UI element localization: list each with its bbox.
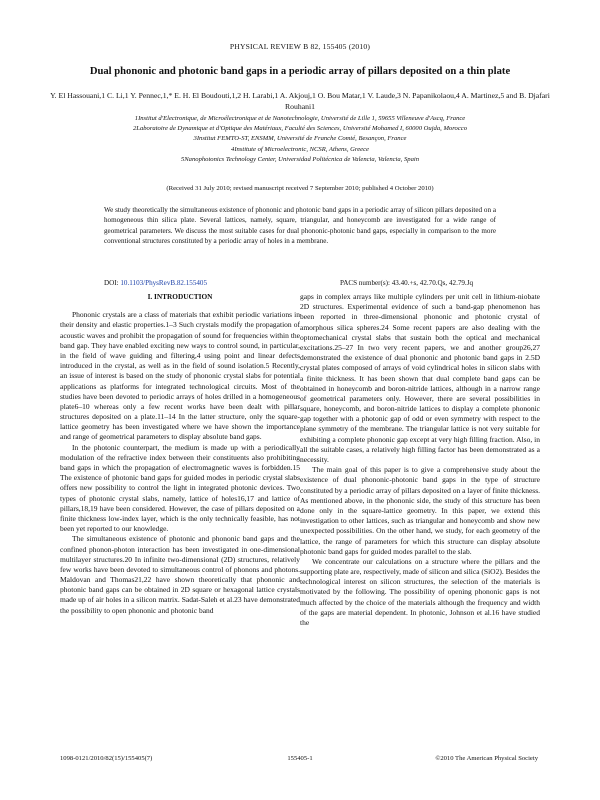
body-paragraph: The main goal of this paper is to give a comprehensive study about the existence of dual phononic-photonic band gaps in the type of structure constituted by a periodic array of pillars deposited on a layer of finite thickness. As mentioned above, in the phononic side, the study of this structure has been done only in the square-lattice geometry. In this paper, we extend this investigation to other lattices, such as triangular and honeycomb and show new unexpected possibilities. On the other hand, we study, for each geometry of the lattice, the range of parameters for which this structure can display absolute photonic band gaps for guided modes parallel to the slab.: [300, 465, 540, 556]
abstract: We study theoretically the simultaneous existence of phononic and photonic band gaps in a periodic array of silicon pillars deposited on a homogeneous thin silica plate. Several lattices, namely, square, triangular, and honeycomb are investigated for a wide range of geometrical parameters. We discuss the most suitable cases for dual phononic-photonic band gaps, especially in comparison to the more conventional structures constituted by a periodic array of holes in a membrane.: [104, 206, 496, 246]
body-paragraph: In the photonic counterpart, the medium is made up with a periodically modulation of the refractive index between their constituents also prohibiting band gaps in which the propagation of electromagnetic waves is forbidden.15 The existence of photonic band gaps for guided modes in periodic crystal slabs offers new possibility to control the light in integrated photonic devices. Two types of photonic crystal slabs, namely, lattice of holes16,17 and lattice of pillars,18,19 have been considered. However, the case of pillars deposited on a finite thickness low-index layer, which is the only technically feasible, has not been yet reported to our knowledge.: [60, 442, 300, 534]
left-column: [60, 292, 300, 616]
footer-issn: 1098-0121/2010/82(15)/155405(7): [60, 755, 153, 762]
section-heading: I. INTRODUCTION: [147, 292, 213, 301]
journal-header: PHYSICAL REVIEW B 82, 155405 (2010): [229, 42, 371, 51]
paper-title: Dual phononic and photonic band gaps in a periodic array of pillars deposited on a thin plate: [89, 66, 511, 77]
affiliation-line: 4Institute of Microelectronic, NCSR, Athens, Greece: [231, 145, 369, 153]
received-dates: (Received 31 July 2010; revised manuscript received 7 September 2010; published 4 October 2010): [166, 185, 434, 192]
body-paragraph: gaps in complex arrays like multiple cylinders per unit cell in lithium-niobate 2D structures. Experimental evidence of such a band-gap phenomenon has been reported in three-dimensional phononic and photonic crystal of amorphous silica spheres.24 Some recent papers are also dealing with the optomechanical crystal slabs that sustain both the optical and mechanical excitations.25–27 In two very recent papers, we and another group26,27 demonstrated the existence of dual phononic and photonic band gaps in 2.5D crystal plates composed of arrays of void cylindrical holes in silicon slabs with a finite thickness. It has been shown that dual complete band gaps can be obtained in honeycomb and boron-nitride lattices, although in a narrow range of geometrical parameters only. However, there are several possibilities in square, honeycomb, and boron-nitride lattices to display a complete phononic gap together with a photonic gap of odd or even symmetry with respect to the plane symmetry of the membrane. The triangular lattice is not very suitable for exhibiting a complete phononic gap except at very high filling fraction. Also, in all the suitable cases, a relatively high filling factor has been demonstrated as a necessity.: [300, 292, 540, 464]
affiliations: [40, 114, 560, 165]
doi-label: DOI:: [104, 279, 119, 287]
footer-copyright: ©2010 The American Physical Society: [435, 755, 538, 762]
affiliation-line: 1Institut d'Electronique, de Microélectronique et de Nanotechnologie, Université de Lille 1, 59655 Villeneuve d'Ascq, France: [134, 115, 466, 122]
doi-link[interactable]: 10.1103/PhysRevB.82.155405: [120, 279, 208, 287]
pacs-numbers: PACS number(s): 43.40.+s, 42.70.Qs, 42.79.Jq: [340, 279, 474, 287]
author-list: Y. El Hassouani,1 C. Li,1 Y. Pennec,1,* E. H. El Boudouti,1,2 H. Larabi,1 A. Akjouj,1 O. Bou Matar,1 V. Laude,3 N. Papanikolaou,4 A. Martinez,5 and B. Djafari Rouhani1: [50, 91, 550, 111]
body-paragraph: The simultaneous existence of photonic and phononic band gaps and the confined phonon-photon interaction has been investigated in one-dimensional multilayer structures.20 In infinite two-dimensional (2D) structures, relatively few works have been devoted to simultaneous control of phonons and photons. Maldovan and Thomas21,22 have shown theoretically that phononic and photonic band gaps can be obtained in 2D square or hexagonal lattice crystals made up of air holes in a silicon matrix. Sadat-Saleh et al.23 have demonstrated the possibility to open phononic and photonic band: [60, 534, 300, 615]
affiliation-line: 5Nanophotonics Technology Center, Universidad Politécnica de Valencia, Valencia, Spain: [180, 155, 419, 163]
body-paragraph: Phononic crystals are a class of materials that exhibit periodic variations in their density and elastic properties.1–3 Such crystals modify the propagation of acoustic waves and prohibit the propagation of sound for frequencies within the band gap. They have enabled exciting new ways to control sound, in particular, in the field of wave guiding and filtering,4 using point and linear defects introduced in the crystal, as well as in the field of sound isolation.5 Recently, an issue of interest is based on the study of phononic crystal slabs for potential applications as platforms for integrated technological circuits. Most of the studies have been devoted to periodic arrays of holes drilled in a homogeneous plate6–10 whereas only a few recent works have been dealt with pillar structures deposited on a plate.11–14 In the latter structure, only the square-lattice geometry has been investigated where we have shown the importance and range of geometrical parameters to display absolute band gaps.: [60, 310, 300, 442]
affiliation-line: 3Institut FEMTO-ST, ENSMM, Université de Franche Comté, Besançon, France: [193, 135, 407, 143]
affiliation-line: 2Laboratoire de Dynamique et d'Optique des Matériaux, Faculté des Sciences, Université Mohamed I, 60000 Oujda, Morocco: [132, 125, 467, 133]
doi-line: [104, 279, 207, 287]
footer-page-number: 155405-1: [287, 755, 313, 762]
right-column: [300, 292, 540, 628]
body-paragraph: We concentrate our calculations on a structure where the pillars and the supporting plate are, respectively, made of silicon and silica (SiO2). Besides the technological interest on silicon structures, the selection of the materials is motivated by the following. The possibility of opening phononic gaps is not much affected by the choice of the materials although the frequency and width of the gaps are material dependent. In photonic, Johnson et al.16 have studied the: [300, 556, 540, 627]
